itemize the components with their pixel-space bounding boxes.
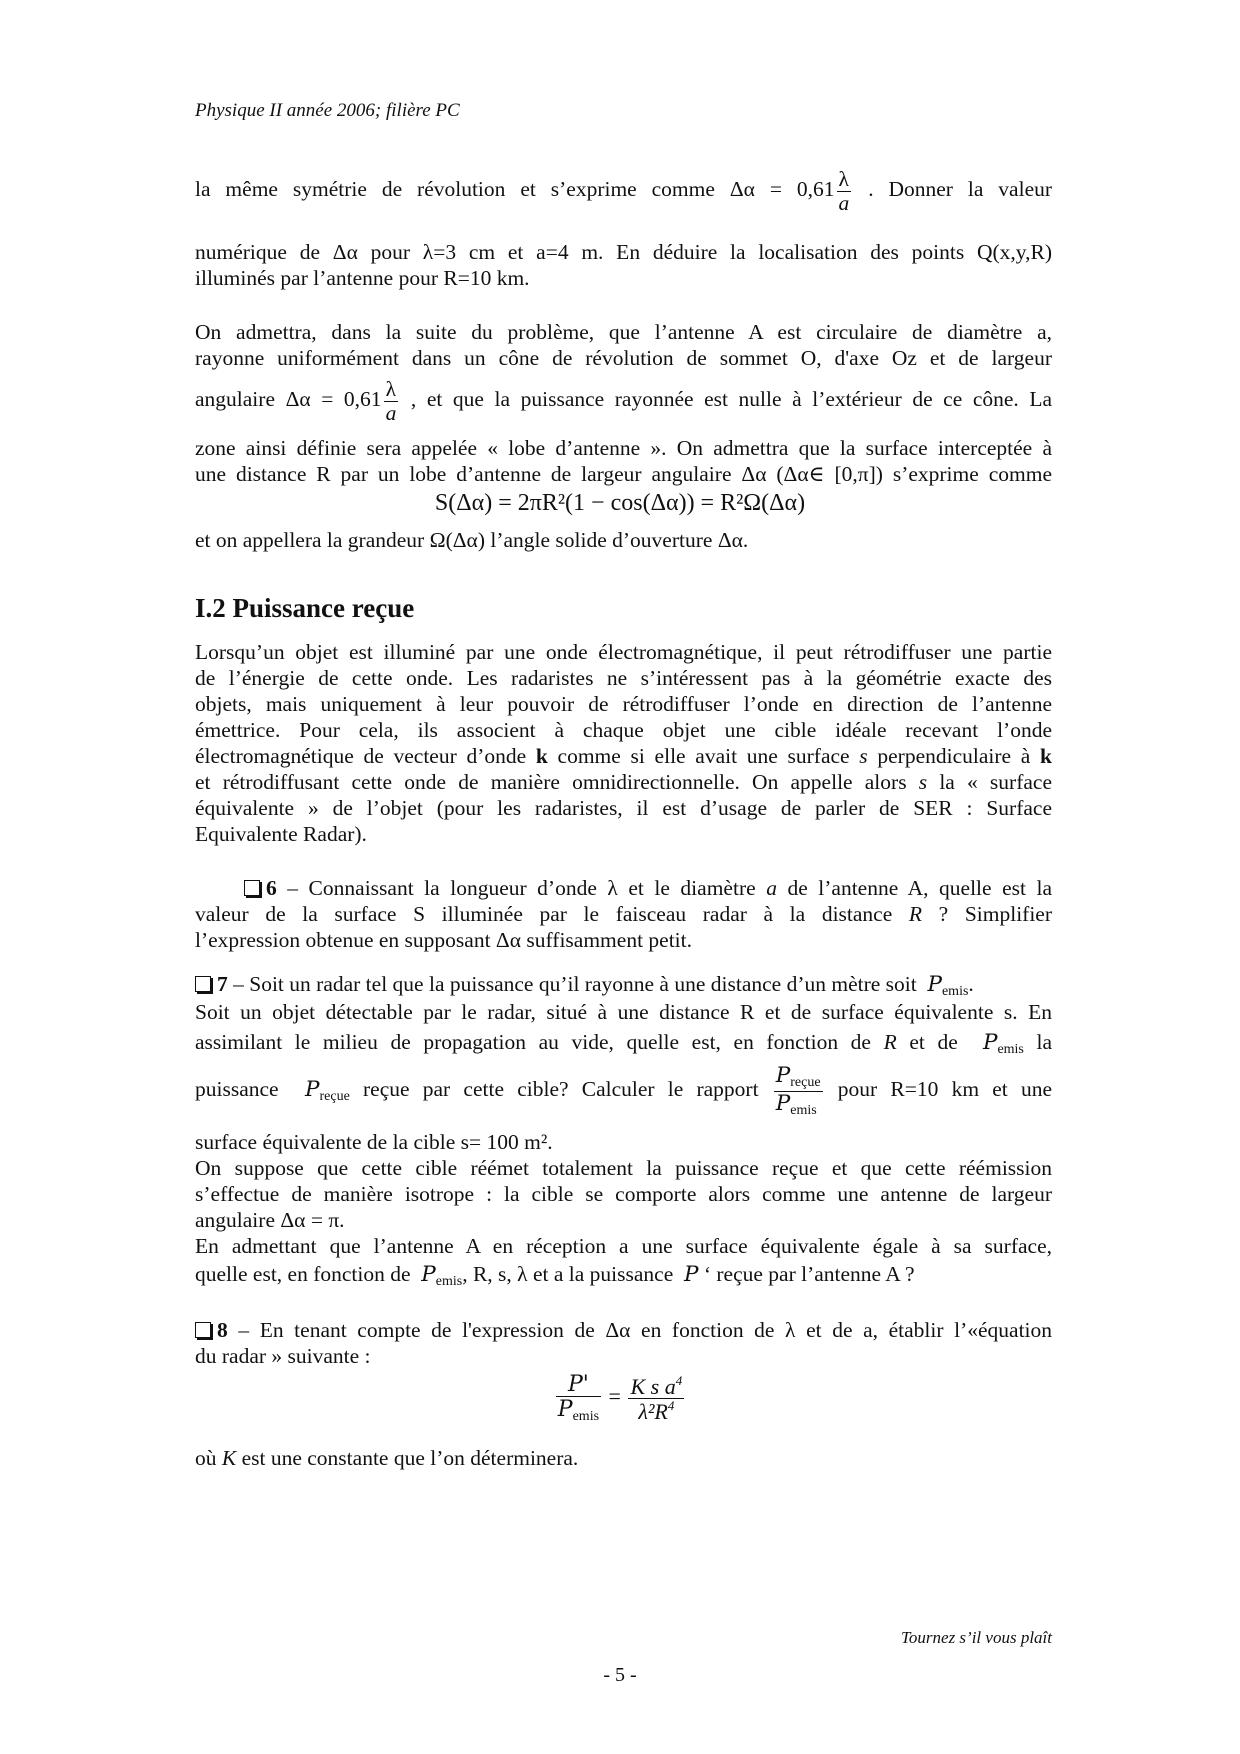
- question-7-line-8: angulaire Δα = π.: [195, 1208, 345, 1232]
- section-title: I.2 Puissance reçue: [195, 593, 415, 623]
- para2-line-4: zone ainsi définie sera appelée « lobe d’antenne ». On admettra que la surface interceptée à: [195, 436, 1052, 460]
- para2-line-6: et on appellera la grandeur Ω(Δα) l’angle solide d’ouverture Δα.: [195, 528, 749, 552]
- para3-line-7: équivalente » de l’objet (pour les radaristes, il est d’usage de parler de SER : Surface: [195, 796, 1052, 820]
- intro-line-3: illuminés par l’antenne pour R=10 km.: [195, 266, 530, 290]
- para3-line-1: Lorsqu’un objet est illuminé par une onde électromagnétique, il peut rétrodiffuser une partie: [195, 640, 1052, 664]
- para3-line-3: objets, mais uniquement à leur pouvoir de rétrodiffuser l’onde en direction de l’antenne: [195, 692, 1052, 716]
- question-7-line-6: On suppose que cette cible réémet totalement la puissance reçue et que cette réémission: [195, 1156, 1052, 1180]
- power-ratio-fraction: $\frac{P_{reçue}}{P_{emis}}$: [775, 1063, 821, 1118]
- question-6-line-1: 6 – Connaissant la longueur d’onde λ et le diamètre a de l’antenne A, quelle est la: [244, 876, 1052, 901]
- question-6-line-3: l’expression obtenue en supposant Δα suffisamment petit.: [195, 928, 693, 952]
- question-7-line-10: quelle est, en fonction de $P_{emis}$, R, s, λ et a la puissance P ‘ reçue par l’antenne A ?: [195, 1262, 915, 1289]
- footer-note: Tournez s’il vous plaît: [901, 1628, 1052, 1647]
- checkbox-icon: [195, 976, 211, 992]
- para3-line-8: Equivalente Radar).: [195, 822, 367, 846]
- question-7-line-3: assimilant le milieu de propagation au vide, quelle est, en fonction de R et de $P_{emis}$ la: [195, 1030, 1053, 1057]
- question-7-line-7: s’effectue de manière isotrope : la cible se comporte alors comme une antenne de largeur: [195, 1182, 1052, 1206]
- radar-equation: $\frac{P'}{P_{emis}}$ = $\frac{K s a^4}{\lambda^2R^4}$: [557, 1372, 683, 1425]
- page-header: Physique II année 2006; filière PC: [195, 100, 460, 121]
- para2-line-1: On admettra, dans la suite du problème, que l’antenne A est circulaire de diamètre a,: [195, 320, 1052, 344]
- question-7-line-2: Soit un objet détectable par le radar, situé à une distance R et de surface équivalente s. En: [195, 1000, 1052, 1024]
- question-7-line-4: puissance $P_{reçue}$ reçue par cette cible? Calculer le rapport $\frac{P_{reçue}}{P_{emis}}$ pour R=10 km et une: [195, 1063, 1053, 1118]
- para2-line-3: angulaire Δα = 0,61 $\frac{\lambda}{a}$ , et que la puissance rayonnée est nulle à l’extérieur de ce cône. La: [195, 377, 1053, 425]
- para2-line-5: une distance R par un lobe d’antenne de largeur angulaire Δα (Δα∈ [0,π]) s’exprime comme: [195, 462, 1052, 486]
- solid-angle-equation: S(Δα) = 2πR²(1 − cos(Δα)) = R²Ω(Δα): [434, 490, 806, 516]
- intro-line-1: la même symétrie de révolution et s’exprime comme Δα = 0,61 $\frac{\lambda}{a}$ . Donner la valeur: [195, 167, 1053, 215]
- question-7-line-1: 7 – Soit un radar tel que la puissance qu’il rayonne à une distance d’un mètre soit $P_{emis}$.: [195, 972, 1052, 1000]
- question-7-line-9: En admettant que l’antenne A en réception a une surface équivalente égale à sa surface,: [195, 1234, 1052, 1258]
- question-7-line-5: surface équivalente de la cible s= 100 m².: [195, 1130, 553, 1154]
- para3-line-4: émettrice. Pour cela, ils associent à chaque objet une cible idéale recevant l’onde: [195, 718, 1052, 742]
- question-8-line-1: 8 – En tenant compte de l'expression de Δα en fonction de λ et de a, établir l’«équation: [195, 1318, 1052, 1343]
- checkbox-icon: [244, 880, 260, 896]
- intro-line-2: numérique de Δα pour λ=3 cm et a=4 m. En déduire la localisation des points Q(x,y,R): [195, 240, 1052, 264]
- checkbox-icon: [195, 1322, 211, 1338]
- question-6-line-2: valeur de la surface S illuminée par le faisceau radar à la distance R ? Simplifier: [195, 902, 1053, 926]
- para2-line-2: rayonne uniformément dans un cône de révolution de sommet O, d'axe Oz et de largeur: [195, 346, 1052, 370]
- para3-line-5: électromagnétique de vecteur d’onde k comme si elle avait une surface s perpendiculaire à k: [195, 744, 1052, 768]
- page-number: - 5 -: [603, 1664, 637, 1686]
- para3-line-2: de l’énergie de cette onde. Les radaristes ne s’intéressent pas à la géométrie exacte des: [195, 666, 1052, 690]
- delta-alpha-equation-2: Δα = 0,61 $\frac{\lambda}{a}$: [285, 377, 397, 425]
- delta-alpha-equation: Δα = 0,61 $\frac{\lambda}{a}$: [729, 167, 850, 215]
- question-8-line-3: où K est une constante que l’on déterminera.: [195, 1446, 579, 1470]
- para3-line-6: et rétrodiffusant cette onde de manière omnidirectionnelle. On appelle alors s la « surface: [195, 770, 1053, 794]
- question-8-line-2: du radar » suivante :: [195, 1344, 371, 1368]
